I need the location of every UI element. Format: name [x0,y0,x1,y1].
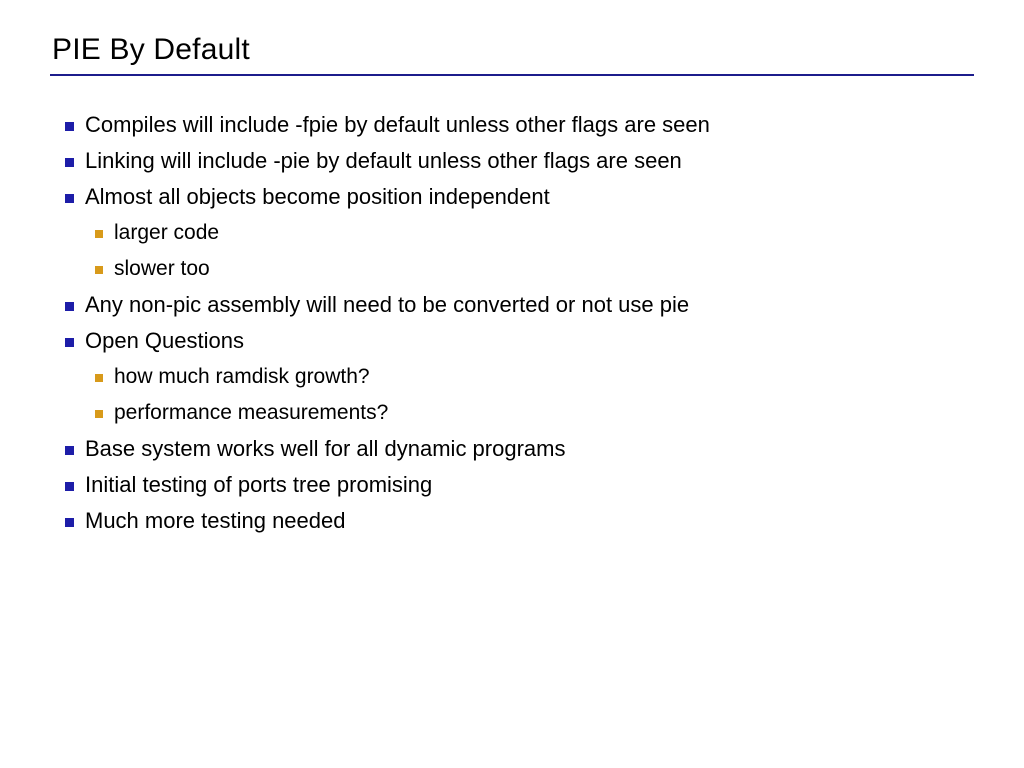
list-item [62,108,982,142]
list-item [62,396,982,430]
square-bullet-icon [95,374,103,382]
square-bullet-icon [65,194,74,203]
list-item [62,288,982,322]
square-bullet-icon [95,266,103,274]
square-bullet-icon [65,482,74,491]
list-item [62,468,982,502]
square-bullet-icon [95,230,103,238]
square-bullet-icon [65,446,74,455]
square-bullet-icon [65,338,74,347]
list-item [62,360,982,394]
bullet-list [62,108,982,538]
list-item-label: Open Questions [85,328,244,353]
list-item [62,432,982,466]
list-item-label: performance measurements? [114,401,389,424]
list-item-label: slower too [114,257,210,280]
list-item-label: how much ramdisk growth? [114,365,370,388]
list-item [62,144,982,178]
square-bullet-icon [65,518,74,527]
page-title: PIE By Default [52,33,250,66]
list-item-label: Linking will include -pie by default unless other flags are seen [85,148,682,173]
list-item-label: Base system works well for all dynamic programs [85,436,566,461]
list-item-label: Almost all objects become position independent [85,184,550,209]
list-item-label: Much more testing needed [85,508,346,533]
list-item-label: Initial testing of ports tree promising [85,472,433,497]
list-item-label: Compiles will include -fpie by default unless other flags are seen [85,112,710,137]
slide-content [62,108,982,540]
square-bullet-icon [95,410,103,418]
list-item-label: Any non-pic assembly will need to be converted or not use pie [85,292,690,317]
title-divider [50,74,974,76]
square-bullet-icon [65,158,74,167]
square-bullet-icon [65,122,74,131]
list-item [62,252,982,286]
list-item-label: larger code [114,221,220,244]
list-item [62,216,982,250]
square-bullet-icon [65,302,74,311]
list-item [62,324,982,358]
list-item [62,180,982,214]
list-item [62,504,982,538]
